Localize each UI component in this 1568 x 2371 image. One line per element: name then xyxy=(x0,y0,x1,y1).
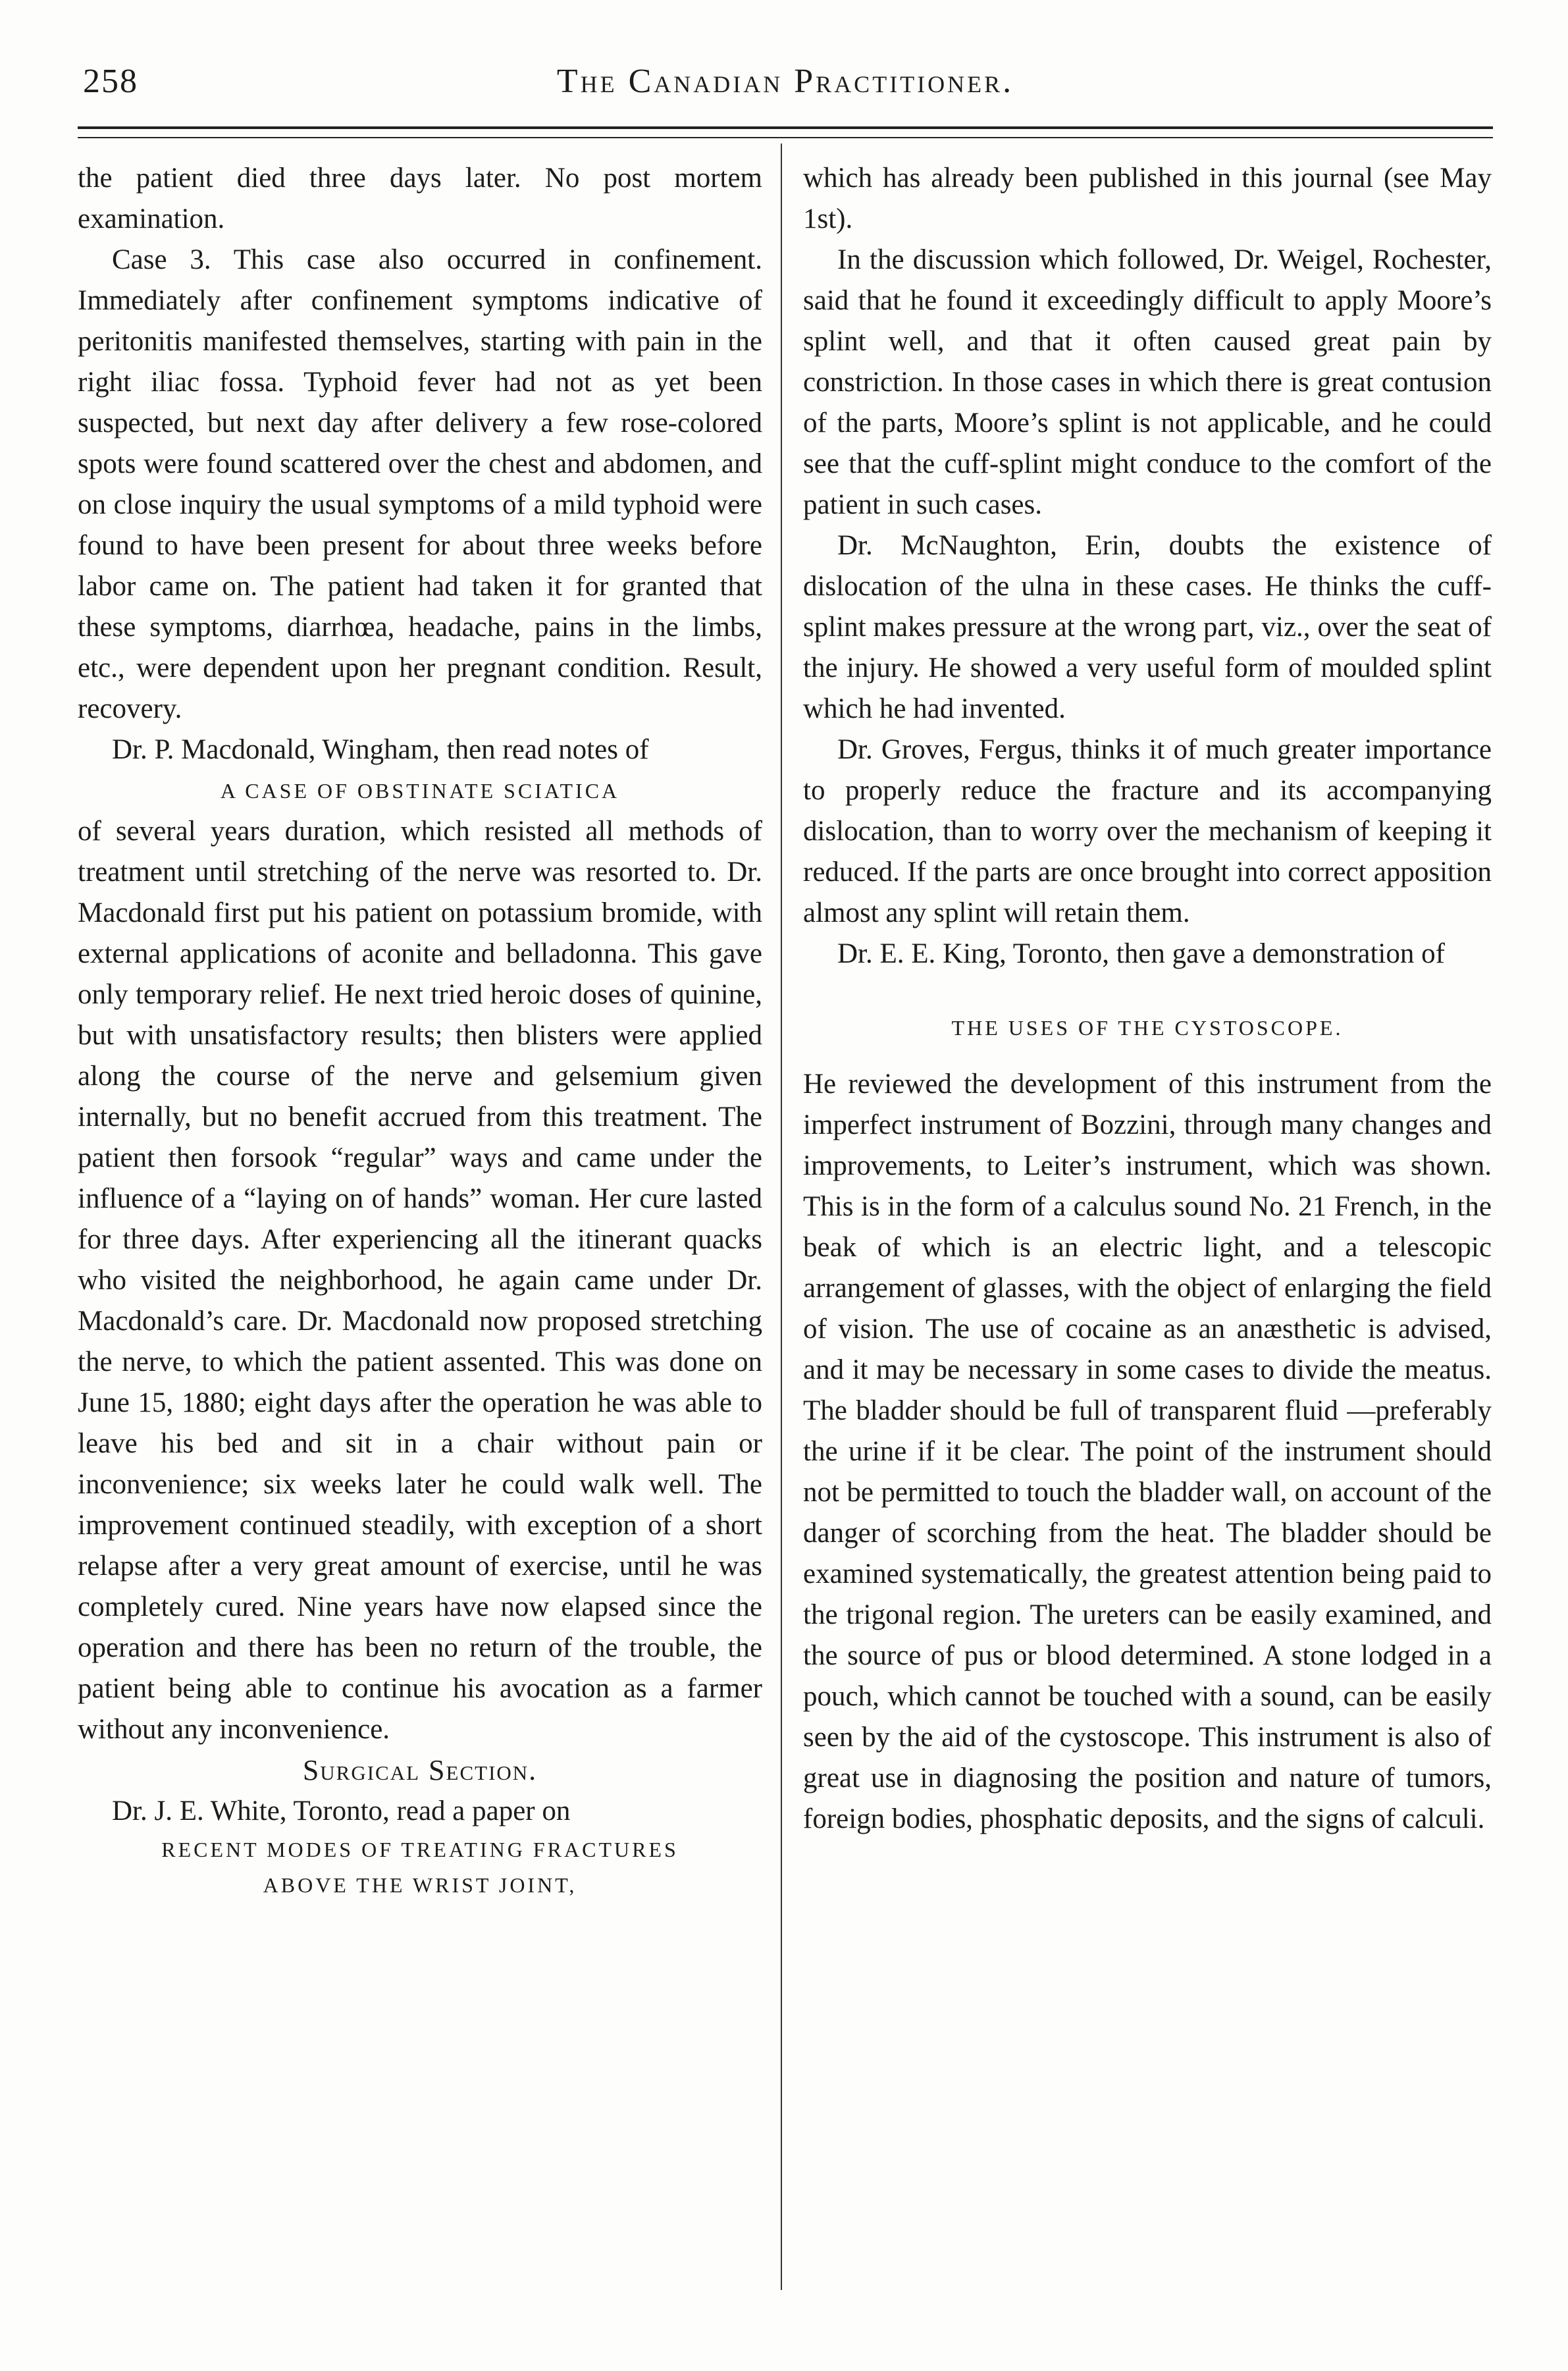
header-rule-thin xyxy=(78,137,1493,138)
right-paragraph-1: which has already been published in this journal (see May 1st). xyxy=(803,163,1492,234)
left-paragraph-sciatica: of several years duration, which resisted all methods of treatment until stretching of the nerve was resorted to. Dr. Macdonald first put his patient on potassium bromide, with external applications of aconite and belladonna. This gave only temporary relief. He next tried heroic doses of quinine, but with unsatisfactory results; then blisters were applied along the course of the nerve and gelsemium given internally, but no benefit accrued from this treatment. The patient then forsook “regular” ways and came under the influence of a “laying on of hands” woman. Her cure lasted for three days. After experiencing all the itinerant quacks who visited the neighborhood, he again came under Dr. Macdonald’s care. Dr. Macdonald now proposed stretching the nerve, to which the patient assented. This was done on June 15, 1880; eight days after the operation he was able to leave his bed and sit in a chair without pain or inconvenience; six weeks later he could walk well. The improvement continued steadily, with exception of a short relapse after a very great amount of exercise, until he was completely cured. Nine years have now elapsed since the operation and there has been no return of the trouble, the patient being able to continue his avocation as a farmer without any inconvenience. xyxy=(78,816,762,1745)
right-paragraph-cystoscope: He reviewed the development of this instrument from the imperfect instrument of Bozzini, through many changes and improvements, to Leiter’s instrument, which was shown. This is in the form of a calculus sound No. 21 French, in the beak of which is an electric light, and a telescopic arrangement of glasses, with the object of enlarging the field of vision. The use of cocaine as an anæsthetic is advised, and it may be necessary in some cases to divide the meatus. The bladder should be full of transparent fluid —preferably the urine if it be clear. The point of the instrument should not be permitted to touch the bladder wall, on account of the danger of scorching from the heat. The bladder should be examined systematically, the greatest attention being paid to the trigonal region. The ureters can be easily examined, and the source of pus or blood determined. A stone lodged in a pouch, which cannot be touched with a sound, can be easily seen by the aid of the cystoscope. This instrument is also of great use in diagnosing the position and nature of tumors, foreign bodies, phosphatic deposits, and the signs of calculi. xyxy=(803,1069,1492,1834)
heading-spacer-2 xyxy=(803,1048,1492,1064)
header-rule-thick xyxy=(78,126,1493,129)
left-paragraph-intro-sciatica: Dr. P. Macdonald, Wingham, then read notes of xyxy=(112,734,649,765)
right-paragraph-groves: Dr. Groves, Fergus, thinks it of much greater importance to properly reduce the fracture and its accompanying dislocation, than to worry over the mechanism of keeping it reduced. If the parts are once brought into correct apposition almost any splint will retain them. xyxy=(803,734,1492,928)
left-paragraph-white: Dr. J. E. White, Toronto, read a paper on xyxy=(112,1796,571,1826)
cystoscope-heading: THE USES OF THE CYSTOSCOPE. xyxy=(951,1016,1344,1040)
left-column xyxy=(78,158,762,1903)
column-divider xyxy=(781,144,782,2290)
right-paragraph-king: Dr. E. E. King, Toronto, then gave a demonstration of xyxy=(837,938,1445,969)
right-column xyxy=(803,158,1492,1840)
left-paragraph-case-3: Case 3. This case also occurred in confinement. Immediately after confinement symptoms indicative of peritonitis manifested themselves, starting with pain in the right iliac fossa. Typhoid fever had not as yet been suspected, but next day after delivery a few rose-colored spots were found scattered over the chest and abdomen, and on close inquiry the usual symptoms of a mild typhoid were found to have been present for about three weeks before labor came on. The patient had taken it for granted that these symptoms, diarrhœa, headache, pains in the limbs, etc., were dependent upon her pregnant condition. Result, recovery. xyxy=(78,244,762,724)
fractures-heading-line-2: ABOVE THE WRIST JOINT, xyxy=(263,1873,577,1897)
right-paragraph-weigel: In the discussion which followed, Dr. Weigel, Rochester, said that he found it exceedingly difficult to apply Moore’s splint well, and that it often caused great pain by constriction. In those cases in which there is great contusion of the parts, Moore’s splint is not applicable, and he could see that the cuff-splint might conduce to the comfort of the patient in such cases. xyxy=(803,244,1492,520)
heading-spacer xyxy=(803,974,1492,1007)
page-number: 258 xyxy=(83,63,138,100)
left-paragraph-1: the patient died three days later. No post mortem examination. xyxy=(78,163,762,234)
sciatica-heading: A CASE OF OBSTINATE SCIATICA xyxy=(220,779,620,803)
page-header xyxy=(78,55,1493,115)
fractures-heading-line-1: RECENT MODES OF TREATING FRACTURES xyxy=(161,1838,679,1861)
journal-title: The Canadian Practitioner. xyxy=(556,63,1014,100)
right-paragraph-mcnaughton: Dr. McNaughton, Erin, doubts the existence of dislocation of the ulna in these cases. He thinks the cuff-splint makes pressure at the wrong part, viz., over the seat of the injury. He showed a very useful form of moulded splint which he had invented. xyxy=(803,530,1492,724)
surgical-section-heading: Surgical Section. xyxy=(302,1754,538,1786)
